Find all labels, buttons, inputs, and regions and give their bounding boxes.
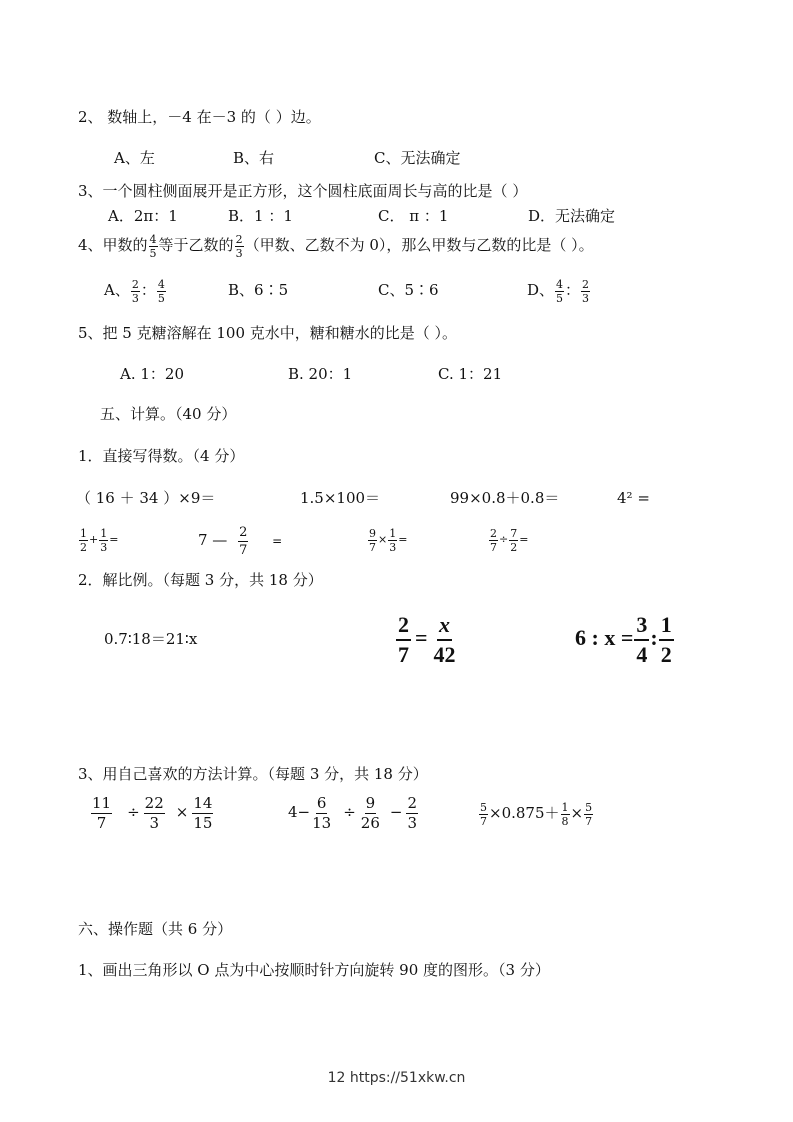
question-2-option-c: C、无法确定 — [374, 149, 461, 167]
question-2-stem: 2、 数轴上，－4 在－3 的（ ）边。 — [78, 108, 321, 126]
mental-calc-8: $\frac{2}{7}$ ÷ $\frac{7}{2}$ = — [490, 526, 529, 554]
part-1-title: 1．直接写得数。（4 分） — [78, 447, 245, 465]
fraction: $\frac{22}{3}$ — [144, 793, 164, 832]
fraction: $\frac{11}{7}$ — [92, 793, 112, 832]
calc-expression-1: $\frac{11}{7}$ ÷ $\frac{22}{3}$ × $\frac{14}{15}$ — [92, 793, 213, 832]
section-6-title: 六、操作题（共 6 分） — [78, 920, 233, 938]
fraction: $\frac{5}{7}$ — [480, 800, 487, 828]
question-4-fraction-2: $\frac{2}{3}$ — [235, 232, 243, 260]
fraction: $\frac{1}{2}$ — [80, 526, 87, 554]
question-5-stem: 5、把 5 克糖溶解在 100 克水中，糖和糖水的比是（ ）。 — [78, 324, 458, 342]
calc-expression-2: 4− $\frac{6}{13}$ ÷ $\frac{9}{26}$ − $\frac{2}{3}$ — [288, 793, 418, 832]
question-2-option-b: B、右 — [233, 149, 275, 167]
mental-calc-3: 99×0.8＋0.8＝ — [450, 489, 560, 507]
question-4-option-b: B、6∶5 — [228, 281, 289, 299]
question-3-stem: 3、一个圆柱侧面展开是正方形，这个圆柱底面周长与高的比是（ ） — [78, 182, 528, 200]
question-3-option-c: C． π ：1 — [378, 207, 449, 225]
fraction: $\frac{6}{13}$ — [312, 793, 332, 832]
part-3-title: 3、用自己喜欢的方法计算。（每题 3 分，共 18 分） — [78, 765, 428, 783]
fraction: $\frac{1}{8}$ — [561, 800, 569, 828]
mental-calc-7: $\frac{9}{7}$ × $\frac{1}{3}$ = — [369, 526, 408, 554]
mental-calc-6: 7 — $\frac{2}{7}$ = — [198, 524, 283, 558]
fraction: $\frac{1}{3}$ — [100, 526, 108, 554]
fraction: $\frac{2}{3}$ — [407, 793, 418, 832]
question-3-option-d: D．无法确定 — [528, 207, 616, 225]
fraction: $\frac{7}{2}$ — [510, 526, 518, 554]
calc-expression-3: $\frac{5}{7}$ ×0.875＋ $\frac{1}{8}$ × $\frac{5}{7}$ — [480, 800, 593, 828]
proportion-1: 0.7∶18＝21∶x — [104, 630, 198, 648]
question-4-stem — [78, 228, 594, 262]
question-4-option-c: C、5∶6 — [378, 281, 439, 299]
fraction: $\frac{x}{42}$ — [433, 611, 456, 667]
fraction: $\frac{2}{7}$ — [398, 611, 409, 667]
option-d-fraction-1: $\frac{4}{5}$ — [556, 277, 564, 305]
mental-calc-5: $\frac{1}{2}$ + $\frac{1}{3}$ = — [80, 526, 119, 554]
section-6-question-1: 1、画出三角形以 O 点为中心按顺时针方向旋转 90 度的图形。（3 分） — [78, 961, 550, 979]
fraction: $\frac{9}{26}$ — [360, 793, 380, 832]
mental-calc-4: 4² = — [617, 489, 650, 507]
question-3-option-b: B．1 ：1 — [228, 207, 293, 225]
fraction: $\frac{14}{15}$ — [193, 793, 213, 832]
question-4-stem-part-b: 等于乙数的 — [158, 236, 234, 254]
option-a-fraction-2: $\frac{4}{5}$ — [157, 277, 165, 305]
question-4-stem-part-a: 4、甲数的 — [78, 236, 148, 254]
fraction: $\frac{2}{7}$ — [490, 526, 497, 554]
proportion-3: 6 : x = $\frac{3}{4}$ : $\frac{1}{2}$ — [575, 611, 672, 667]
page-footer: 12 https://51xkw.cn — [327, 1070, 466, 1086]
question-4-option-a: A、 $\frac{2}{3}$ ： $\frac{4}{5}$ — [104, 277, 165, 305]
question-4-stem-part-c: （甲数、乙数不为 0），那么甲数与乙数的比是（ ）。 — [244, 236, 594, 254]
fraction: $\frac{9}{7}$ — [369, 526, 376, 554]
proportion-2: $\frac{2}{7}$ = $\frac{x}{42}$ — [398, 611, 456, 667]
fraction: $\frac{2}{7}$ — [239, 524, 248, 558]
question-4-option-d: D、 $\frac{4}{5}$ ： $\frac{2}{3}$ — [527, 277, 590, 305]
mental-calc-1: （ 16 ＋ 34 ）×9＝ — [76, 489, 216, 507]
fraction: $\frac{5}{7}$ — [585, 800, 593, 828]
fraction: $\frac{3}{4}$ — [636, 611, 648, 667]
question-5-option-a: A. 1：20 — [120, 365, 184, 383]
mental-calc-2: 1.5×100＝ — [300, 489, 381, 507]
option-d-fraction-2: $\frac{2}{3}$ — [582, 277, 590, 305]
question-3-option-a: A．2π：1 — [108, 207, 178, 225]
option-a-fraction-1: $\frac{2}{3}$ — [131, 277, 139, 305]
part-2-title: 2．解比例。（每题 3 分，共 18 分） — [78, 571, 323, 589]
fraction: $\frac{1}{2}$ — [660, 611, 672, 667]
question-5-option-c: C. 1：21 — [438, 365, 503, 383]
question-5-option-b: B. 20：1 — [288, 365, 353, 383]
fraction: $\frac{1}{3}$ — [389, 526, 397, 554]
section-5-title: 五、计算。（40 分） — [100, 405, 237, 423]
question-4-fraction-1: $\frac{4}{5}$ — [149, 232, 157, 260]
question-2-option-a: A、左 — [114, 149, 155, 167]
